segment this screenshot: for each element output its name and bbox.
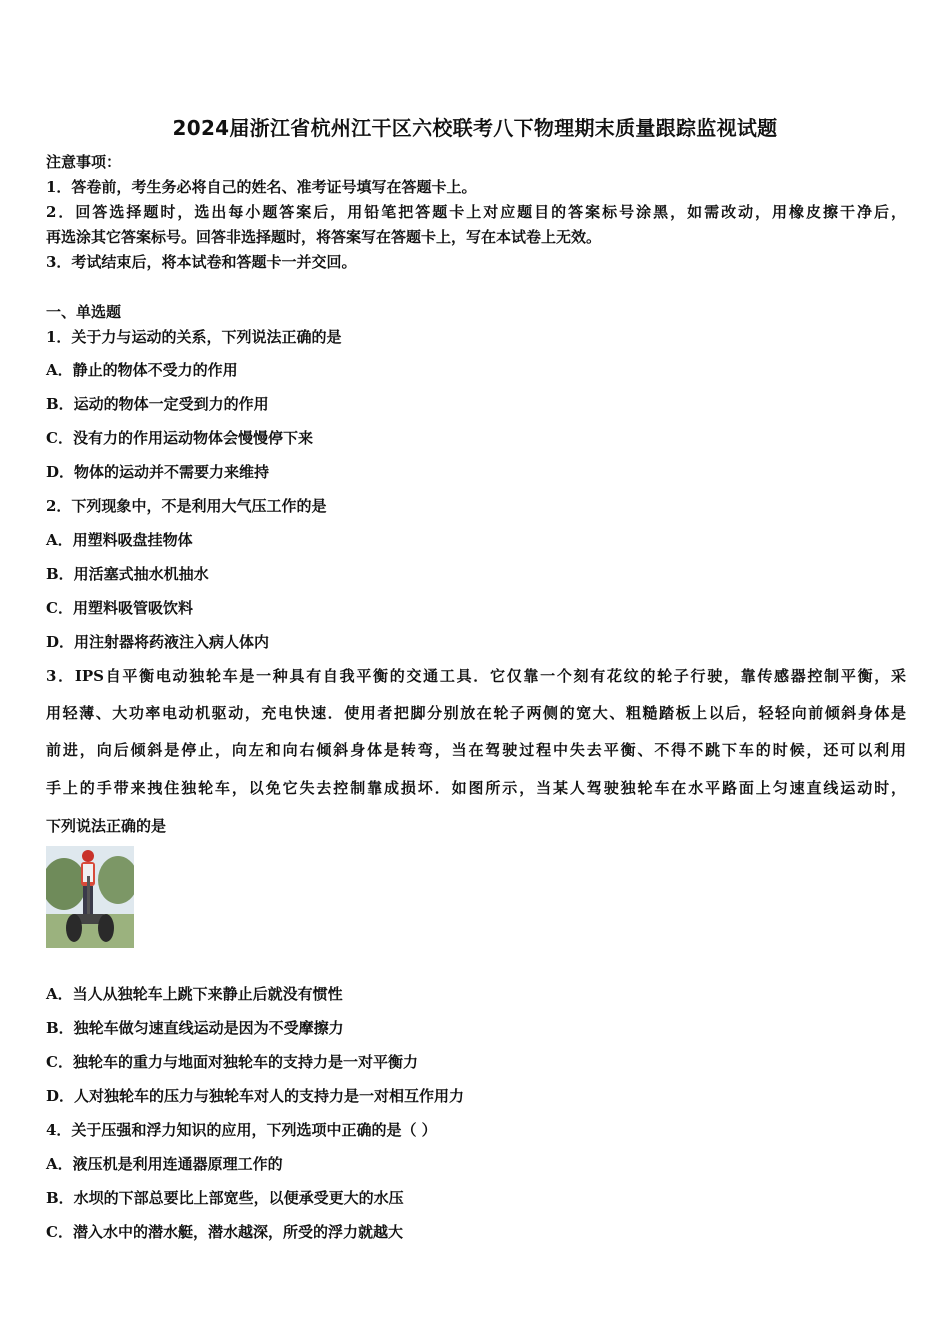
question-stem-line: 用轻薄、大功率电动机驱动，充电快速．使用者把脚分别放在轮子两侧的宽大、粗糙踏板上以后，轻轻向前倾斜身体是 <box>46 704 906 722</box>
option: D．用注射器将药液注入病人体内 <box>46 633 270 651</box>
option: C．没有力的作用运动物体会慢慢停下来 <box>46 429 313 447</box>
page-title: 2024届浙江省杭州江干区六校联考八下物理期末质量跟踪监视试题 <box>172 116 778 140</box>
option: A．液压机是利用连通器原理工作的 <box>46 1155 283 1173</box>
option: D．人对独轮车的压力与独轮车对人的支持力是一对相互作用力 <box>46 1087 465 1105</box>
option: B．独轮车做匀速直线运动是因为不受摩擦力 <box>46 1019 344 1037</box>
handlebar-stem <box>87 876 90 920</box>
question-stem-line: 前进，向后倾斜是停止，向左和向右倾斜身体是转弯，当在驾驶过程中失去平衡、不得不跳下车的时候，还可以利用 <box>46 741 906 759</box>
notice-item: 2．回答选择题时，选出每小题答案后，用铅笔把答题卡上对应题目的答案标号涂黑，如需改动，用橡皮擦干净后， <box>46 203 906 221</box>
question-stem: 1．关于力与运动的关系，下列说法正确的是 <box>46 328 342 346</box>
option: C．用塑料吸管吸饮料 <box>46 599 193 617</box>
option: C．独轮车的重力与地面对独轮车的支持力是一对平衡力 <box>46 1053 418 1071</box>
rider-head <box>82 850 94 862</box>
question-stem-line: 手上的手带来拽住独轮车，以免它失去控制靠成损坏．如图所示，当某人驾驶独轮车在水平路面上匀速直线运动时， <box>46 779 906 797</box>
option: A．静止的物体不受力的作用 <box>46 361 238 379</box>
notice-heading: 注意事项： <box>46 153 122 171</box>
question-stem-line: 3．IPS自平衡电动独轮车是一种具有自我平衡的交通工具．它仅靠一个刻有花纹的轮子行驶，靠传感器控制平衡，采 <box>46 667 906 685</box>
section-heading: 一、单选题 <box>46 303 122 321</box>
option: B．水坝的下部总要比上部宽些，以便承受更大的水压 <box>46 1189 404 1207</box>
question-stem-line: 下列说法正确的是 <box>46 817 167 835</box>
unicycle-rider-figure <box>46 846 134 948</box>
question-stem: 4．关于压强和浮力知识的应用，下列选项中正确的是（ ） <box>46 1121 437 1139</box>
question-stem: 2．下列现象中，不是利用大气压工作的是 <box>46 497 327 515</box>
option: B．运动的物体一定受到力的作用 <box>46 395 269 413</box>
notice-item: 再选涂其它答案标号。回答非选择题时，将答案写在答题卡上，写在本试卷上无效。 <box>46 228 602 246</box>
option: A．当人从独轮车上跳下来静止后就没有惯性 <box>46 985 343 1003</box>
notice-item: 3．考试结束后，将本试卷和答题卡一并交回。 <box>46 253 357 271</box>
option: D．物体的运动并不需要力来维持 <box>46 463 270 481</box>
scooter-wheel <box>66 914 82 942</box>
option: A．用塑料吸盘挂物体 <box>46 531 193 549</box>
scooter-wheel <box>98 914 114 942</box>
notice-item: 1．答卷前，考生务必将自己的姓名、准考证号填写在答题卡上。 <box>46 178 477 196</box>
option: B．用活塞式抽水机抽水 <box>46 565 209 583</box>
option: C．潜入水中的潜水艇，潜水越深，所受的浮力就越大 <box>46 1223 403 1241</box>
